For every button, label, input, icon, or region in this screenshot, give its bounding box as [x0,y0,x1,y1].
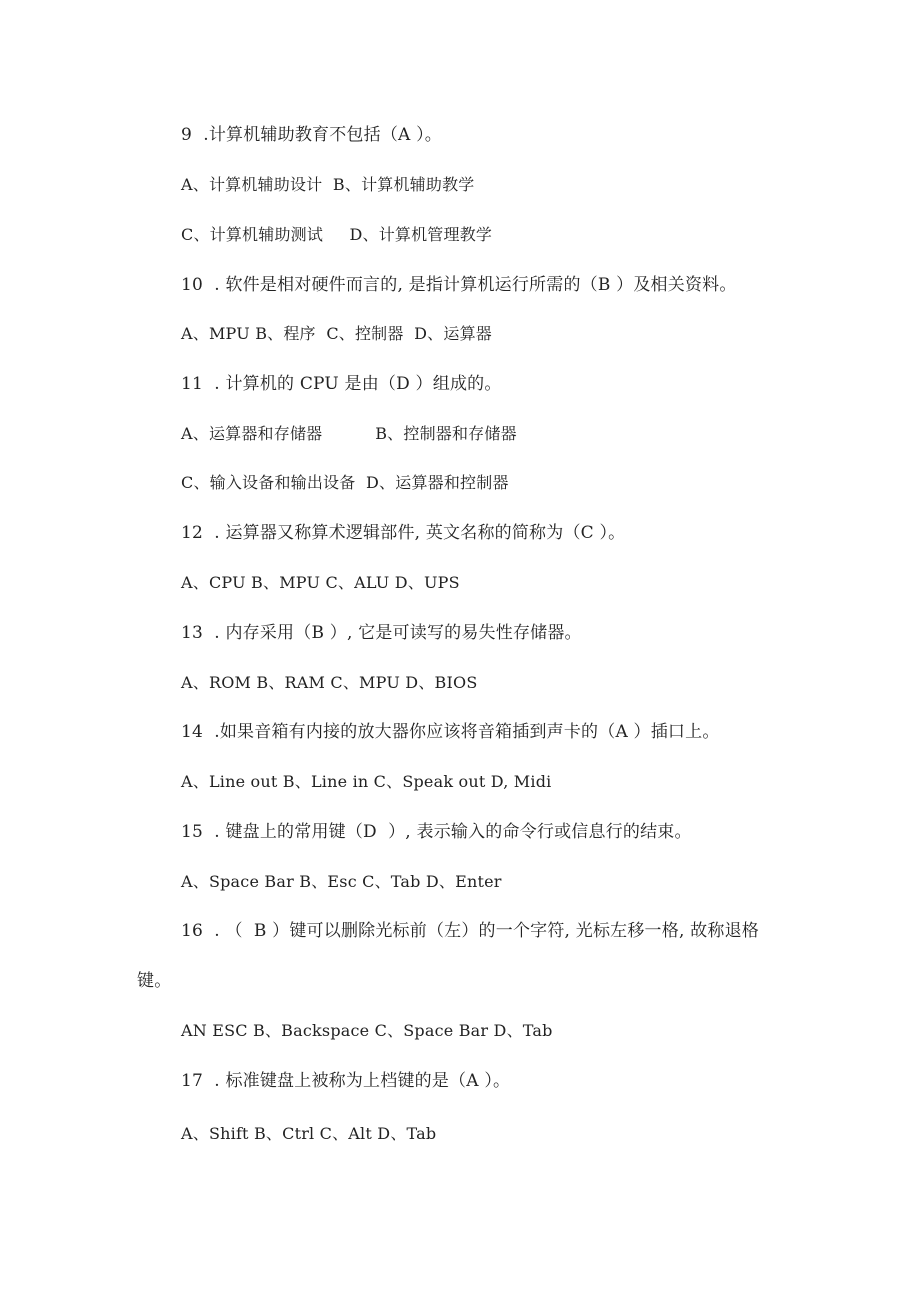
question-11: 11 . 计算机的 CPU 是由（D ）组成的。 [181,374,502,394]
question-9-options-cd: C、计算机辅助测试 D、计算机管理教学 [181,225,493,244]
question-12: 12 . 运算器又称算术逻辑部件, 英文名称的简称为（C ）。 [181,523,626,543]
question-15-options: A、Space Bar B、Esc C、Tab D、Enter [181,872,502,891]
question-16: 16 . （ B ）键可以删除光标前（左）的一个字符, 光标左移一格, 故称退格 [181,921,759,941]
question-11-options-ab: A、运算器和存储器 B、控制器和存储器 [181,424,517,443]
question-9: 9 .计算机辅助教育不包括（A ）。 [181,125,443,145]
question-17: 17 . 标准键盘上被称为上档键的是（A ）。 [181,1071,511,1091]
question-16-continued: 键。 [137,971,172,991]
question-14: 14 .如果音箱有内接的放大器你应该将音箱插到声卡的（A ）插口上。 [181,722,720,742]
question-12-options: A、CPU B、MPU C、ALU D、UPS [181,573,460,592]
question-9-options-ab: A、计算机辅助设计 B、计算机辅助教学 [181,175,475,194]
question-17-options: A、Shift B、Ctrl C、Alt D、Tab [181,1124,437,1143]
question-15: 15 . 键盘上的常用键（D ）, 表示输入的命令行或信息行的结束。 [181,822,692,842]
question-13: 13 . 内存采用（B ）, 它是可读写的易失性存储器。 [181,623,582,643]
question-10: 10 . 软件是相对硬件而言的, 是指计算机运行所需的（B ）及相关资料。 [181,275,737,295]
question-13-options: A、ROM B、RAM C、MPU D、BIOS [181,673,478,692]
question-16-options: AN ESC B、Backspace C、Space Bar D、Tab [181,1021,553,1040]
question-14-options: A、Line out B、Line in C、Speak out D, Midi [181,772,552,791]
question-10-options: A、MPU B、程序 C、控制器 D、运算器 [181,324,492,343]
question-11-options-cd: C、输入设备和输出设备 D、运算器和控制器 [181,473,509,492]
